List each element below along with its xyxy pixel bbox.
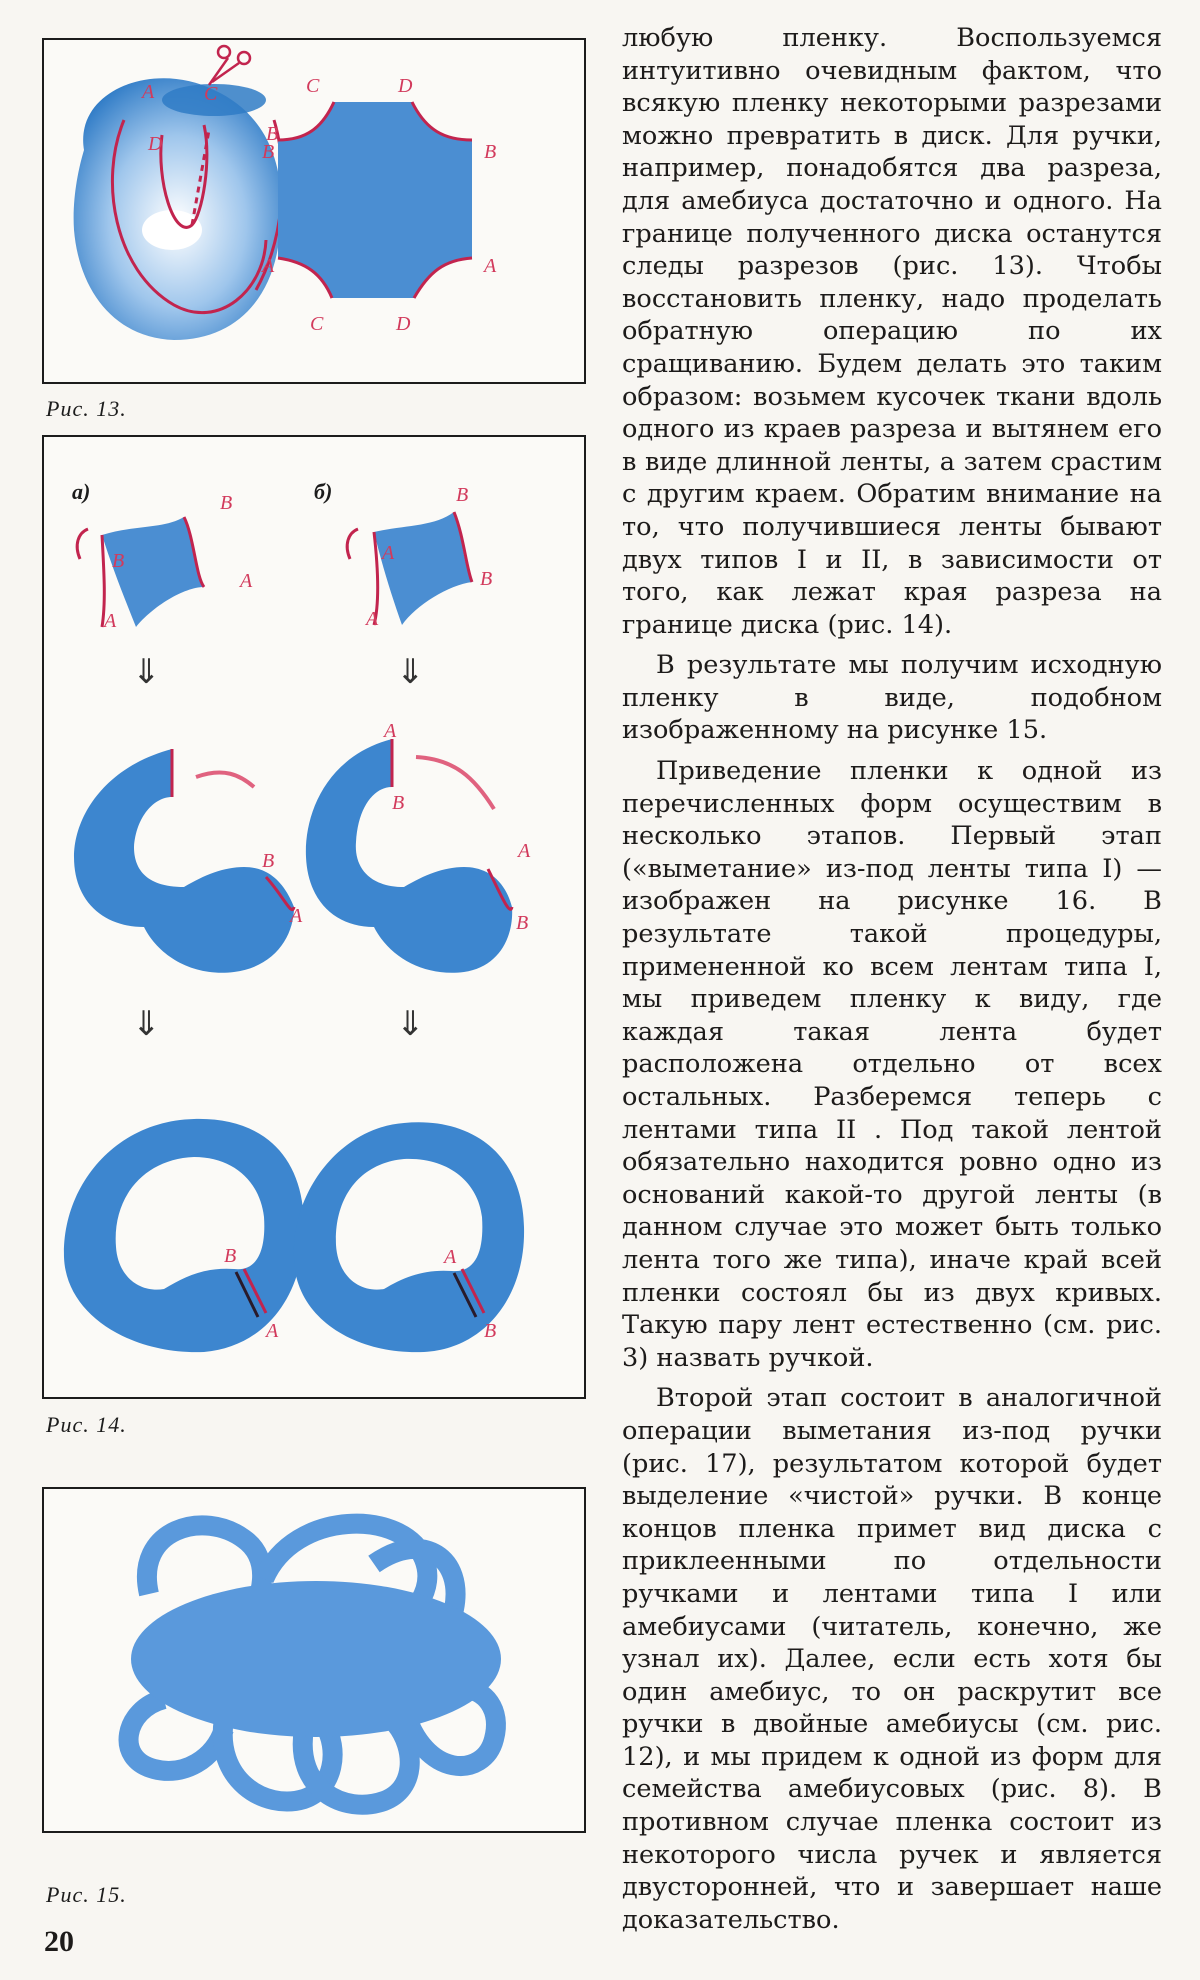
fig15-central-disc: [131, 1581, 501, 1737]
fig13-label-c: C: [204, 83, 218, 105]
figure-14-panel: [42, 435, 586, 1399]
fig14-a-top-b1: B: [112, 550, 125, 572]
col-a-ring: [64, 1119, 304, 1352]
figure-13-panel: [42, 38, 586, 384]
col-b-stretched-strip: [306, 739, 512, 973]
fig14-a-mid-b: B: [262, 850, 275, 872]
body-paragraph-3: Приведение пленки к одной из перечисленных форм осуществим в несколько этапов. Первый этап («выметание» из-под ленты типа I) — изображен на рисунке 16. В результате такой процедуры, примененной ко всем лентам типа I, мы приведем пленку к виду, где каждая такая лента будет расположена отдельно от всех остальных. Разберемся теперь с лентами типа II . Под такой лентой обязательно находится ровно одно из оснований какой-то другой ленты (в данном случае это может быть только лента того же типа), иначе край всей пленки состоял бы из двух кривых. Такую пару лент естественно (см. рис. 3) назвать ручкой.: [622, 756, 1162, 1373]
fig13-disc-label-d-top: D: [398, 75, 413, 97]
fig14-b-step-arrow-1: ⇓: [396, 652, 425, 692]
fig14-a-bottom-b: B: [224, 1245, 237, 1267]
col-a-rotate-arrow: [77, 529, 88, 559]
body-paragraph-2: В результате мы получим исходную пленку в виде, подобном изображенному на рисунке 15.: [622, 650, 1162, 746]
figure-14-caption: Рис. 14.: [46, 1412, 127, 1437]
fig14-a-step-arrow-2: ⇓: [132, 1004, 161, 1044]
figure-14-drawing: [44, 437, 584, 1397]
fig14-col-a-label: а): [72, 479, 91, 504]
fig14-a-top-a1: A: [240, 570, 253, 592]
figure-15-panel: [42, 1487, 586, 1833]
figure-13-drawing: [44, 40, 584, 382]
fig14-a-top-b2: B: [220, 492, 233, 514]
fig14-a-bottom-a: A: [266, 1320, 279, 1342]
fig14-b-mid-a2: A: [518, 840, 531, 862]
fig14-b-top-b2: B: [480, 568, 493, 590]
figure-15-caption: Рис. 15.: [46, 1882, 127, 1907]
fig13-disc-label-b-right: B: [484, 141, 497, 163]
fig14-a-mid-a: A: [290, 905, 303, 927]
fig14-b-mid-a1: A: [384, 720, 397, 742]
fig13-disc-label-d-bottom: D: [396, 313, 411, 335]
fig13-label-d: D: [148, 133, 163, 155]
fig14-b-mid-b2: B: [516, 912, 529, 934]
fig14-b-top-a2: A: [366, 608, 379, 630]
col-b-rotate-arrow: [347, 529, 358, 559]
fig14-b-bottom-b: B: [484, 1320, 497, 1342]
figure-15-drawing: [44, 1489, 584, 1831]
fig13-label-b: B: [266, 123, 279, 145]
page-number: 20: [44, 1925, 74, 1958]
fig14-b-mid-b1: B: [392, 792, 405, 814]
figure-13-caption: Рис. 13.: [46, 396, 127, 421]
fig14-a-step-arrow-1: ⇓: [132, 652, 161, 692]
fig13-disc-label-a-right: A: [484, 255, 497, 277]
body-paragraph-1: любую пленку. Воспользуемся интуитивно очевидным фактом, что всякую пленку некоторыми разрезами можно превратить в диск. Для ручки, например, понадобятся два разреза, для амебиуса достаточно и одного. На границе полученного диска останутся следы разрезов (рис. 13). Чтобы восстановить пленку, надо проделать обратную операцию по их сращиванию. Будем делать это таким образом: возьмем кусочек ткани вдоль одного из краев разреза и вытянем его в виде длинной ленты, а затем срастим с другим краем. Обратим внимание на то, что получившиеся ленты бывают двух типов I и II, в зависимости от того, как лежат края разреза на границе диска (рис. 14).: [622, 23, 1162, 640]
col-a-stretched-strip: [74, 749, 294, 973]
fig13-label-a: A: [142, 81, 155, 103]
col-b-ring: [294, 1122, 524, 1352]
fig14-b-step-arrow-2: ⇓: [396, 1004, 425, 1044]
fig14-a-top-a2: A: [104, 610, 117, 632]
fig13-disc-label-b-left: B: [262, 141, 275, 163]
body-text-column: [622, 22, 1162, 1944]
col-a-move-arrow: [196, 772, 254, 787]
fig14-b-top-b1: B: [456, 484, 469, 506]
fig13-disc-label-c-bottom: C: [310, 313, 324, 335]
col-b-move-arrow: [416, 757, 494, 809]
fig13-disc-label-c-top: C: [306, 75, 320, 97]
body-paragraph-4: Второй этап состоит в аналогичной операции выметания из-под ручки (рис. 17), результатом которой будет выделение «чистой» ручки. В конце концов пленка примет вид диска с приклеенными по отдельности ручками и лентами типа I или амебиусами (читатель, конечно, же узнал их). Далее, если есть хотя бы один амебиус, то он раскрутит все ручки в двойные амебиусы (см. рис. 12), и мы придем к одной из форм для семейства амебиусовых (рис. 8). В противном случае пленка состоит из некоторого числа ручек и является двусторонней, что и завершает наше доказательство.: [622, 1383, 1162, 1935]
fig14-b-bottom-a: A: [444, 1246, 457, 1268]
fig13-disc-label-a-left: A: [262, 255, 275, 277]
fig14-b-top-a1: A: [382, 542, 395, 564]
fig14-col-b-label: б): [314, 479, 333, 504]
scissors-icon: [209, 46, 250, 85]
col-b-disc: [374, 512, 472, 625]
handle-surface: [74, 78, 282, 340]
